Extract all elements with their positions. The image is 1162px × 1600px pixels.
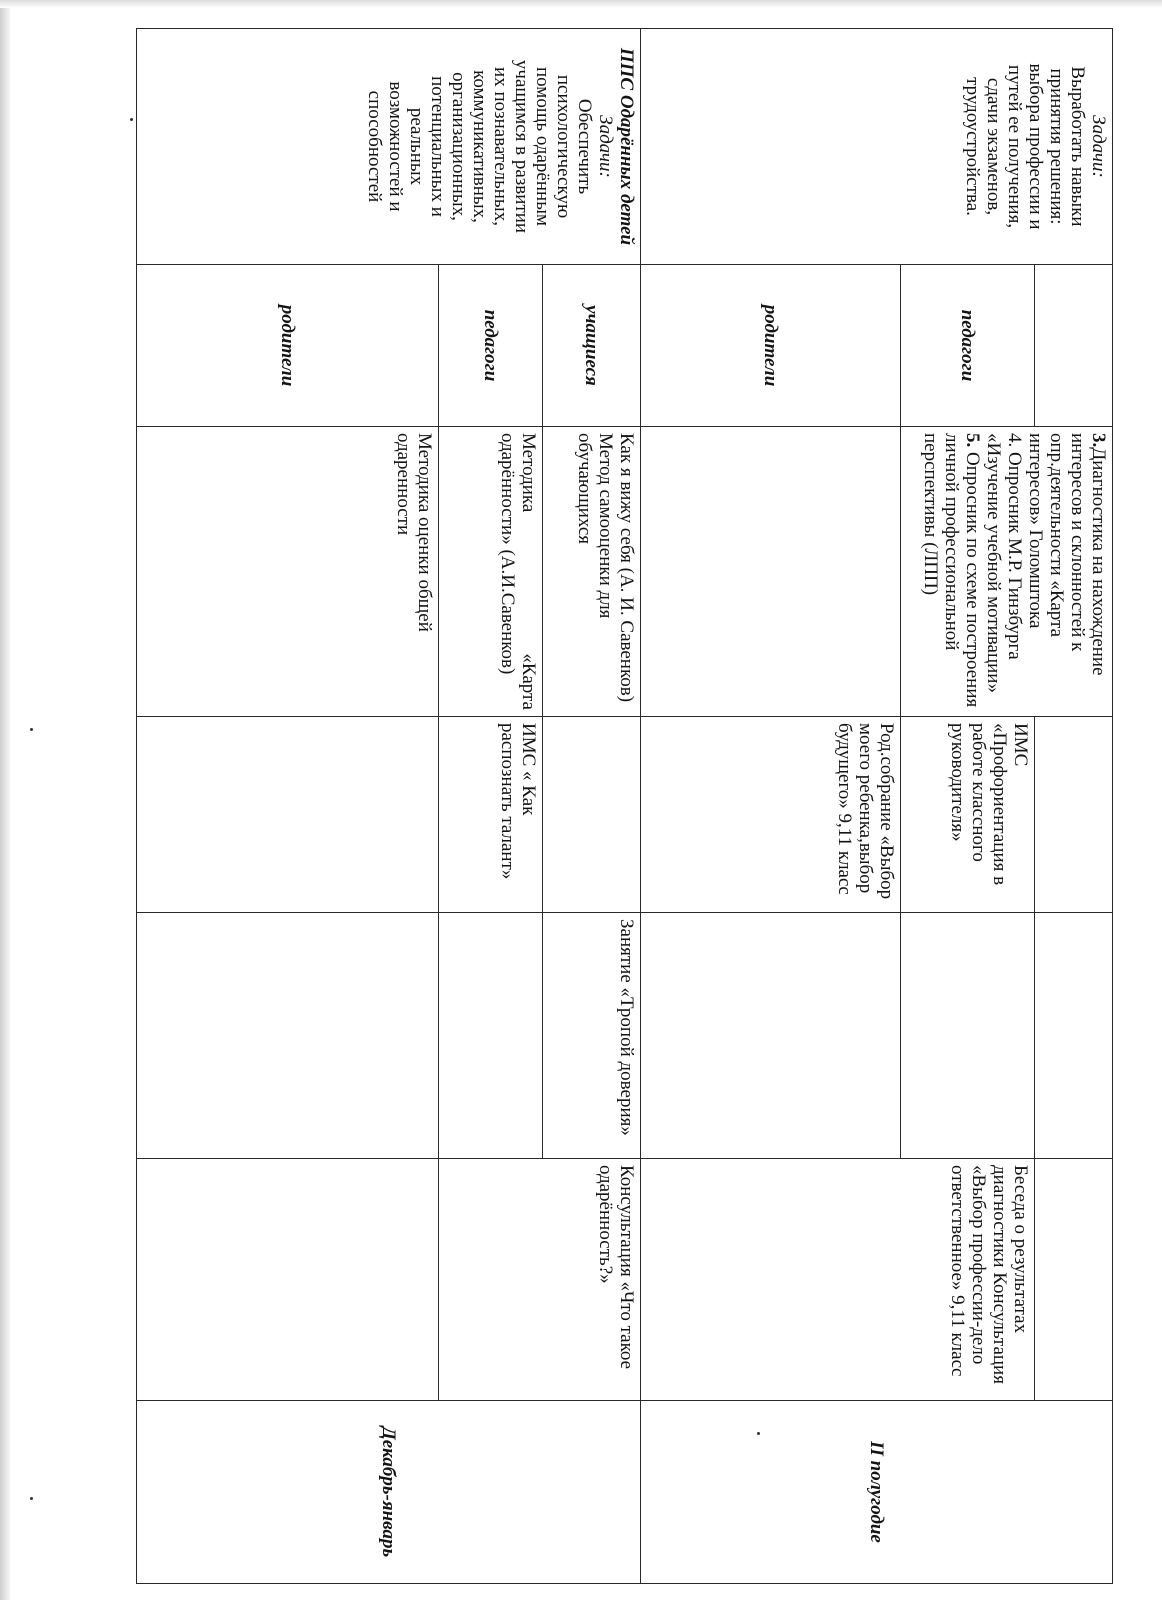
audience-teachers: педагоги xyxy=(439,265,543,427)
scan-speck xyxy=(757,1432,760,1435)
diag-lpp: Опросник по схеме построения личной профессиональной перспективы (ЛПП) xyxy=(920,433,983,708)
gifted-task-line: Обеспечить xyxy=(574,98,595,195)
diag-number: 5. xyxy=(962,433,983,448)
scan-page-edge xyxy=(0,0,10,1600)
career-task-line: Выработать навыки xyxy=(1067,66,1088,227)
empty-cell xyxy=(1035,265,1113,427)
empty-cell xyxy=(137,717,439,913)
empty-cell xyxy=(1035,1159,1113,1401)
gifted-tasks-cell xyxy=(137,29,641,265)
career-task-line: выбора профессии и xyxy=(1025,63,1046,230)
career-task-line: трудоустройства. xyxy=(962,77,983,216)
scan-speck xyxy=(30,728,33,731)
empty-cell xyxy=(1035,717,1113,913)
pedagogues-methodical-cell: ИМС «Профориентация в работе классного руководителя» xyxy=(901,717,1035,913)
gifted-task-line: потенциальных и xyxy=(427,76,448,217)
audience-students: учащиеся xyxy=(543,265,641,427)
gifted-task-line: помощь одарённым xyxy=(532,67,553,226)
teachers-diagnostics-cell xyxy=(439,427,543,717)
diag-self-assessment: Метод самооценки для обучающихся xyxy=(574,433,616,619)
diag-giftedness-map: Методика «Карта xyxy=(518,433,539,710)
empty-cell xyxy=(901,913,1035,1159)
gifted-task-line: реальных xyxy=(406,107,427,186)
audience-parents-gifted: родители xyxy=(137,265,439,427)
career-diagnostics-cell xyxy=(901,427,1113,717)
career-task-line: путей ее получения, xyxy=(1004,64,1025,229)
empty-cell xyxy=(1035,913,1113,1159)
scan-speck xyxy=(30,1497,33,1500)
gifted-task-line: способностей xyxy=(364,90,385,203)
empty-cell xyxy=(137,1159,439,1401)
diag-number: 3. xyxy=(1088,433,1109,448)
diag-motivation: Опросник М.Р. Гинзбурга «Изучение учебной мотивации» xyxy=(983,433,1025,693)
career-task-line: принятия решения: xyxy=(1046,68,1067,225)
audience-parents: родители xyxy=(641,265,901,427)
diag-number: 4. xyxy=(1004,433,1025,448)
students-correction-cell: Занятие «Тропой доверия» xyxy=(543,913,641,1159)
pedagogues-consult-cell: Беседа о результатах диагностики Консультация «Выбор профессии-дело ответственное» 9,11 класс xyxy=(641,1159,1035,1401)
gifted-task-line: психологическую xyxy=(553,74,574,219)
diag-interest-map: Диагностика на нахождение интересов и склонностей к опр.деятельности «Карта интересов» Голомштока xyxy=(1025,433,1109,676)
diag-self-view: Как я вижу себя (А. И. Савенков) xyxy=(616,433,637,703)
scan-speck xyxy=(130,118,133,121)
work-plan-table xyxy=(136,28,1113,1584)
empty-cell xyxy=(641,427,901,717)
gifted-task-heading: Задачи: xyxy=(595,115,616,178)
gifted-section-title: ППС Одарённых детей xyxy=(616,47,637,246)
parents-diagnostics-cell: Методика оценки общей одаренности xyxy=(137,427,439,717)
scan-page-edge-top xyxy=(0,0,1162,8)
rotated-plan-table xyxy=(137,28,1113,1583)
period-cell-half-year: II полугодие xyxy=(641,1401,1113,1584)
career-task-heading: Задачи: xyxy=(1088,115,1109,178)
audience-pedagogues: педагоги xyxy=(901,265,1035,427)
gifted-task-line: организационных, xyxy=(448,72,469,221)
gifted-task-line: коммуникативных, xyxy=(469,70,490,223)
period-cell-dec-jan: Декабрь-январь xyxy=(137,1401,641,1584)
parents-meeting-cell: Род.собрание «Выбор моего ребенка,выбор будущего» 9,11 класс xyxy=(641,717,901,913)
career-task-line: сдачи экзаменов, xyxy=(983,77,1004,216)
gifted-task-line: учащимся в развитии xyxy=(511,59,532,234)
teachers-methodical-cell: ИМС « Как распознать талант» xyxy=(439,717,543,913)
empty-cell xyxy=(641,913,901,1159)
gifted-task-line: их познавательных, xyxy=(490,67,511,226)
empty-cell xyxy=(543,717,641,913)
teachers-consult-cell: Консультация «Что такое одарённость?» xyxy=(439,1159,641,1401)
gifted-task-line: возможностей и xyxy=(385,81,406,212)
empty-cell xyxy=(137,913,439,1159)
career-tasks-cell xyxy=(641,29,1113,265)
empty-cell xyxy=(439,913,543,1159)
students-diagnostics-cell xyxy=(543,427,641,717)
diag-giftedness-map-author: одарённости» (А.И.Савенков) xyxy=(497,433,518,675)
